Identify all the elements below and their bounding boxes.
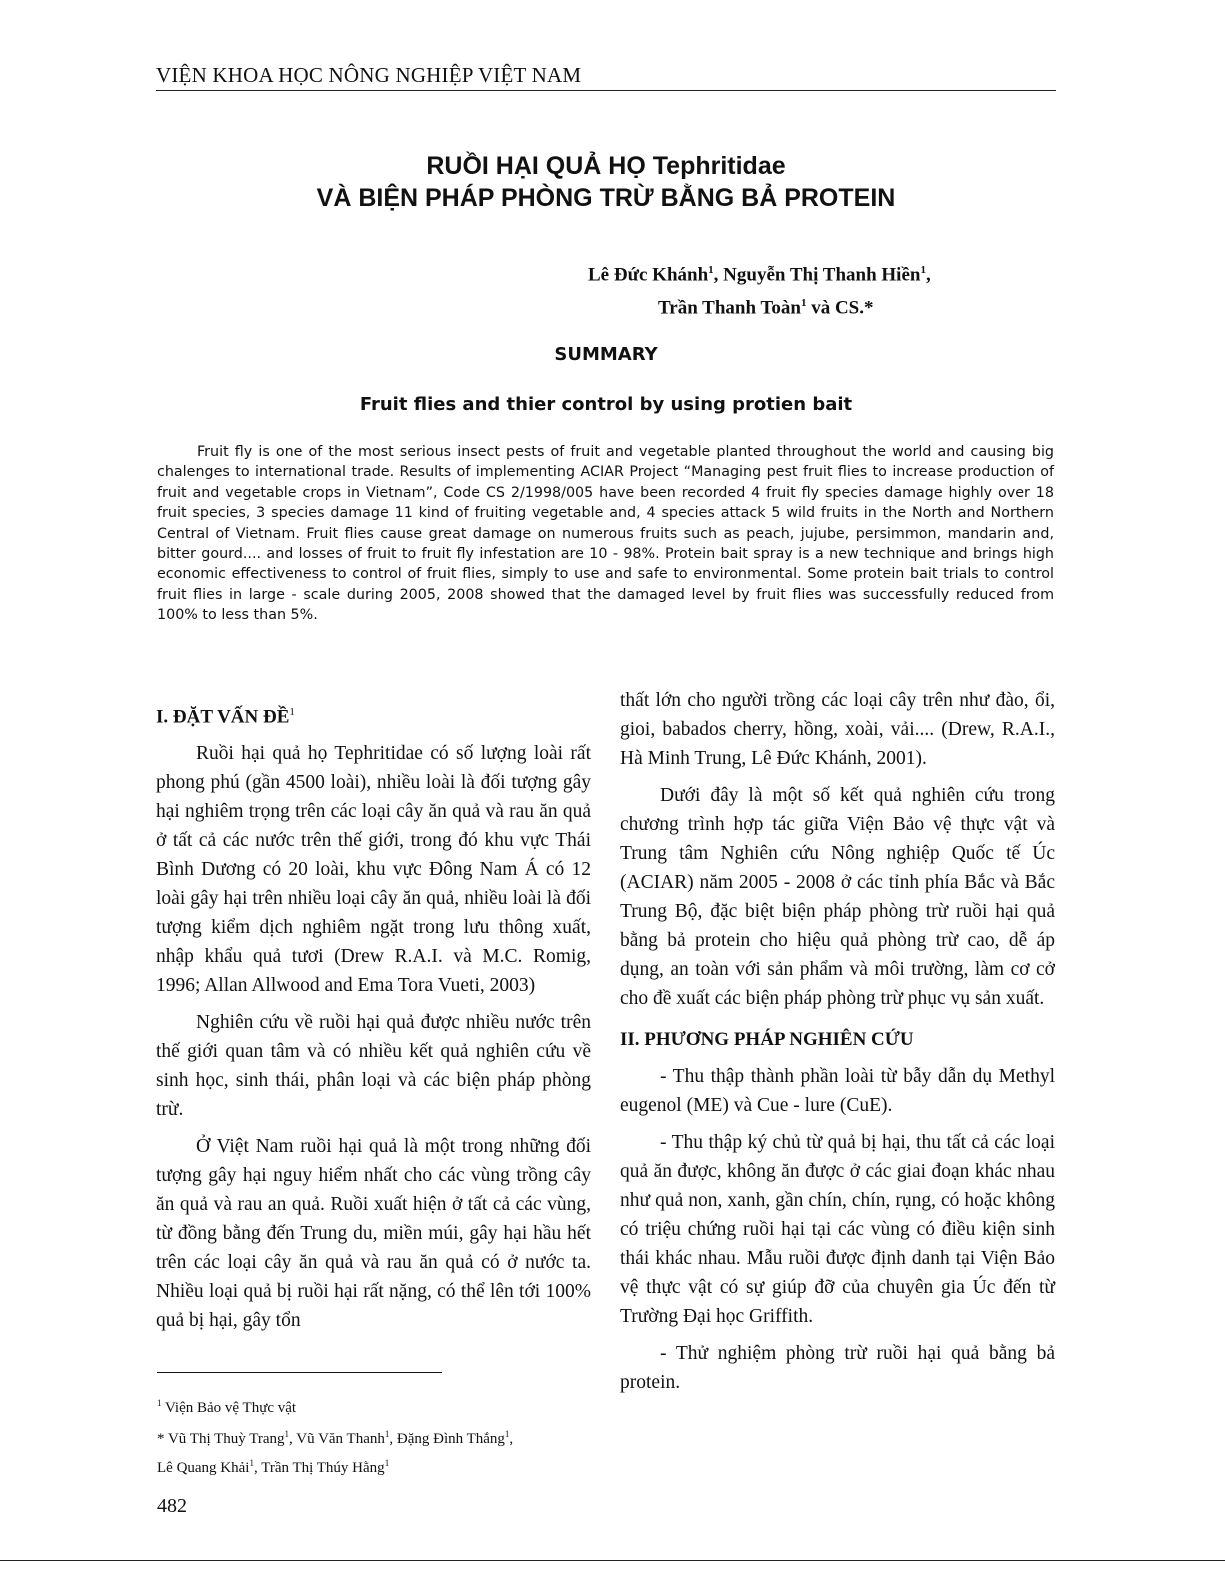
author-separator: , <box>925 264 931 286</box>
author-et-al: và CS.* <box>806 297 874 319</box>
summary-heading: SUMMARY <box>554 344 658 365</box>
body-paragraph: - Thu thập thành phần loài từ bẫy dẫn dụ Methyl eugenol (ME) và Cue - lure (CuE). <box>620 1066 1055 1116</box>
section-title: I. ĐẶT VẤN ĐỀ <box>156 706 290 728</box>
body-paragraph: Dưới đây là một số kết quả nghiên cứu trong chương trình hợp tác giữa Viện Bảo vệ thực vật và Trung tâm Nghiên cứu Nông nghiệp Quốc tế Úc (ACIAR) năm 2005 - 2008 ở các tỉnh phía Bắc và Bắc Trung Bộ, đặc biệt biện pháp phòng trừ ruồi hại quả bằng bả protein cho hiệu quả phòng trừ cao, dễ áp dụng, an toàn với sản phẩm và môi trường, làm cơ cở cho đề xuất các biện pháp phòng trừ phục vụ sản xuất. <box>620 785 1055 1009</box>
body-paragraph: Nghiên cứu về ruồi hại quả được nhiều nước trên thế giới quan tâm và có nhiều kết quả nghiên cứu về sinh học, sinh thái, phân loại và các biện pháp phòng trừ. <box>156 1012 591 1121</box>
author-line-2 <box>588 289 1048 322</box>
affiliation-mark: 1 <box>708 264 714 276</box>
section-heading: II. PHƯƠNG PHÁP NGHIÊN CỨU <box>620 1029 914 1050</box>
page-number: 482 <box>157 1495 187 1517</box>
running-head: VIỆN KHOA HỌC NÔNG NGHIỆP VIỆT NAM <box>156 63 1056 91</box>
footnote-1: $^1$ Viện Bảo vệ Thực vật <box>157 1398 297 1416</box>
author-list <box>588 256 1048 323</box>
body-paragraph: Ruồi hại quả họ Tephritidae có số lượng loài rất phong phú (gần 4500 loài), nhiều loài là đối tượng gây hại nghiêm trọng trên các loại cây ăn quả và rau ăn quả ở tất cả các nước trên thế giới, trong đó khu vực Thái Bình Dương có 20 loài, khu vực Đông Nam Á có 12 loài gây hại trên nhiều loại cây ăn quả, nhiều loài là đối tượng kiểm dịch nghiêm ngặt trong lưu thông xuất, nhập khẩu quả tươi (Drew R.A.I. và M.C. Romig, 1996; Allan Allwood and Ema Tora Vueti, 2003) <box>156 743 591 997</box>
author-2: , Nguyễn Thị Thanh Hiền <box>713 264 921 286</box>
summary-title: Fruit flies and thier control by using protien bait <box>359 394 853 415</box>
title-line-1: RUỒI HẠI QUẢ HỌ Tephritidae <box>426 152 786 180</box>
page-bottom-rule <box>0 1560 1225 1561</box>
footnote-rule <box>157 1372 442 1373</box>
author-3: Trần Thanh Toàn <box>658 297 801 319</box>
paper-title <box>0 150 1212 214</box>
left-column <box>156 686 591 1343</box>
footnotes <box>157 1391 597 1482</box>
footnote-mark: 1 <box>289 706 295 718</box>
author-1: Lê Đức Khánh <box>588 264 709 286</box>
right-column <box>620 686 1055 1405</box>
body-paragraph: Ở Việt Nam ruồi hại quả là một trong những đối tượng gây hại nguy hiểm nhất cho các vùng trồng cây ăn quả và rau an quả. Ruồi xuất hiện ở tất cả các vùng, từ đồng bằng đến Trung du, miền múi, gây hại hầu hết trên các loại cây ăn quả và rau ăn quả có ở nước ta. Nhiều loại quả bị ruồi hại rất nặng, có thể lên tới 100% quả bị hại, gây tổn <box>156 1136 591 1332</box>
summary-body: Fruit fly is one of the most serious insect pests of fruit and vegetable planted throughout the world and causing big chalenges to international trade. Results of implementing ACIAR Project “Managing pest fruit flies to increase production of fruit and vegetable crops in Vietnam”, Code CS 2/1998/005 have been recorded 4 fruit fly species damage highly over 18 fruit species, 3 species damage 11 kind of fruiting vegetable and, 4 species attack 5 wild fruits in the North and Northern Central of Vietnam. Fruit flies cause great damage on numerous fruits such as peach, jujube, persimmon, mandarin and, bitter gourd.... and losses of fruit to fruit fly infestation are 10 - 98%. Protein bait spray is a new technique and brings high economic effectiveness to control of fruit flies, simply to use and safe to environmental. Some protein bait trials to control fruit flies in large - scale during 2005, 2008 showed that the damaged level by fruit flies was successfully reduced from 100% to less than 5%. <box>157 444 1054 624</box>
footnote-2: * Vũ Thị Thuỳ Trang$^1$, Vũ Văn Thanh$^1$, Đặng Đình Thắng$^1$, Lê Quang Khải$^1$, Trần Thị Thúy Hằng$^1$ <box>157 1429 514 1476</box>
section-heading <box>156 698 591 731</box>
body-paragraph: - Thử nghiệm phòng trừ ruồi hại quả bằng bả protein. <box>620 1343 1055 1393</box>
affiliation-mark: 1 <box>800 297 807 310</box>
affiliation-mark: 1 <box>920 264 926 276</box>
title-line-2: VÀ BIỆN PHÁP PHÒNG TRỪ BẰNG BẢ PROTEIN <box>316 184 896 212</box>
body-paragraph: thất lớn cho người trồng các loại cây trên như đào, ổi, gioi, babados cherry, hồng, xoài, vải.... (Drew, R.A.I., Hà Minh Trung, Lê Đức Khánh, 2001). <box>620 690 1055 769</box>
body-paragraph: - Thu thập ký chủ từ quả bị hại, thu tất cả các loại quả ăn được, không ăn được ở các giai đoạn khác nhau như quả non, xanh, gần chín, chín, rụng, có hoặc không có triệu chứng ruồi hại tại các vùng có điều kiện sinh thái khác nhau. Mẫu ruồi được định danh tại Viện Bảo vệ thực vật có sự giúp đỡ của chuyên gia Úc đến từ Trường Đại học Griffith. <box>620 1132 1055 1327</box>
